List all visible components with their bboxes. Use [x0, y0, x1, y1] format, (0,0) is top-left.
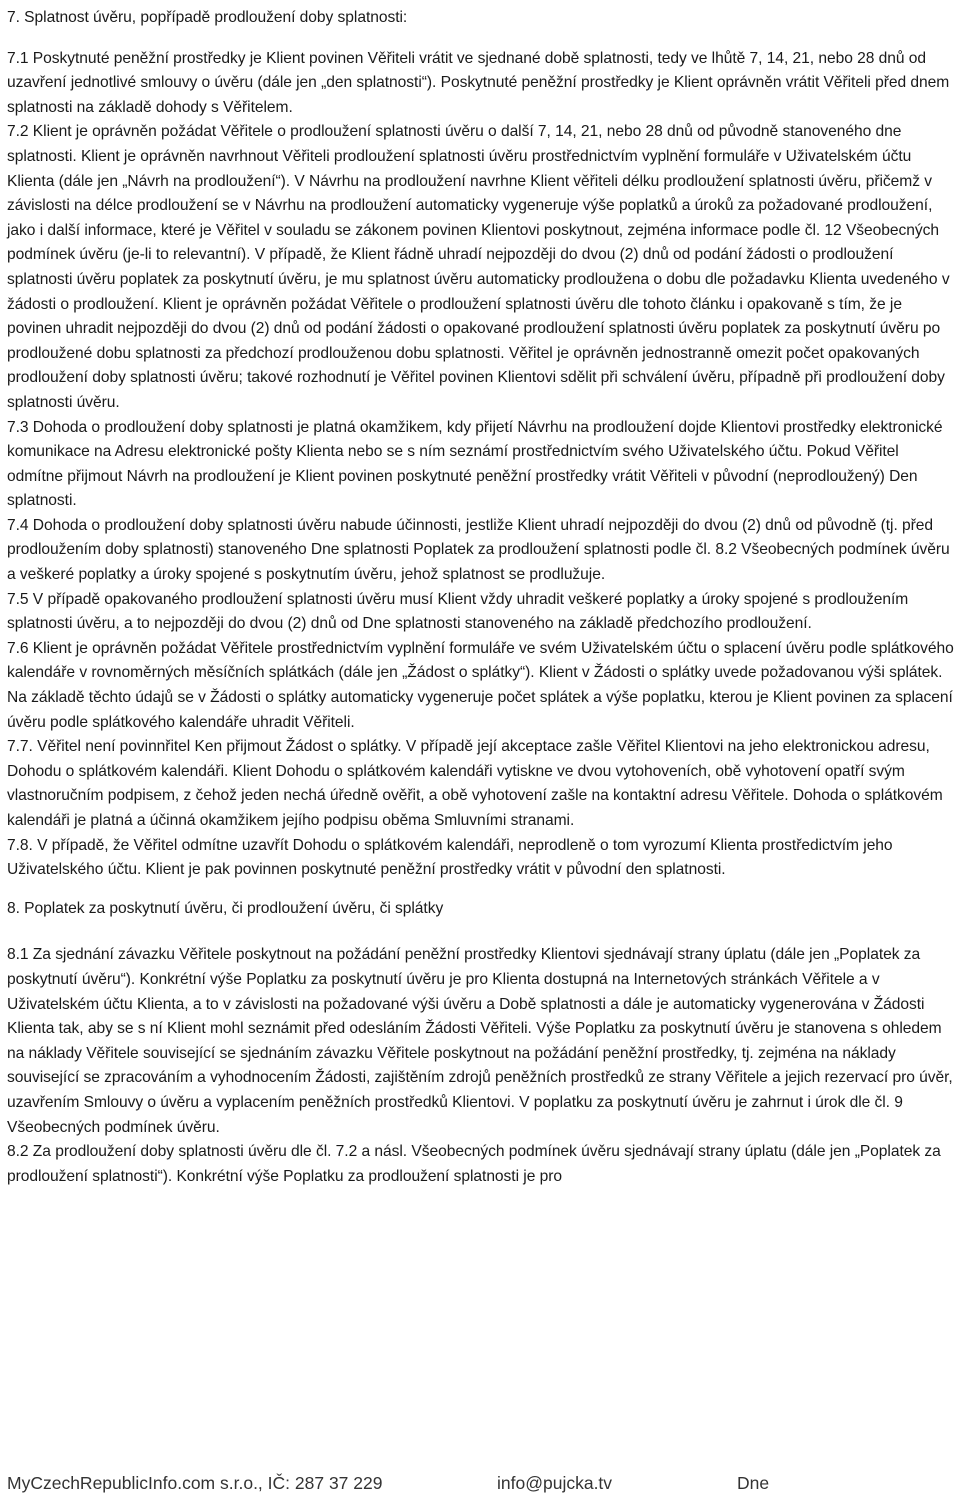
paragraph-7-4: 7.4 Dohoda o prodloužení doby splatnosti úvěru nabude účinnosti, jestliže Klient uhradí nejpozději do dvou (2) dnů od původně (tj. před prodloužením doby splatnosti) stanoveného Dne splatnosti Poplatek za prodloužení splatnosti podle čl. 8.2 Všeobecných podmínek úvěru a veškeré poplatky a úroky spojené s poskytnutím úvěru, jehož splatnost se prodlužuje. [7, 516, 950, 584]
page-footer [7, 1471, 957, 1495]
footer-company: MyCzechRepublicInfo.com s.r.o., IČ: 287 37 229 [7, 1473, 383, 1493]
paragraph-7-6: 7.6 Klient je oprávněn požádat Věřitele prostřednictvím vyplnění formuláře ve svém Uživatelském účtu o splacení úvěru podle splátkového kalendáře v rovnoměrných měsíčních splátkách (dále jen „Žádost o splátky“). Klient v Žádosti o splátky uvede požadovanou výši splátek. Na základě těchto údajů se v Žádosti o splátky automaticky vygeneruje počet splátek a výše poplatku, kterou je Klient povinen za splacení úvěru podle splátkového kalendáře uhradit Věřiteli. [7, 639, 954, 731]
paragraph-7-3: 7.3 Dohoda o prodloužení doby splatnosti je platná okamžikem, kdy přijetí Návrhu na prodloužení dojde Klientovi prostředky elektronické komunikace na Adresu elektronické pošty Klienta nebo se s ním seznámí prostřednictvím svého Uživatelského účtu. Pokud Věřitel odmítne přijmout Návrh na prodloužení je Klient povinen poskytnuté peněžní prostředky vrátit Věřiteli v původní (neprodloužený) Den splatnosti. [7, 418, 943, 510]
document-page [7, 6, 957, 1189]
section-8-heading: 8. Poplatek za poskytnutí úvěru, či prodloužení úvěru, či splátky [7, 899, 444, 917]
spacer [7, 31, 957, 47]
paragraph-7-5: 7.5 V případě opakovaného prodloužení splatnosti úvěru musí Klient vždy uhradit veškeré poplatky a úroky spojené s prodloužením splatnosti úvěru, a to nejpozději do dvou (2) dnů od Dne splatnosti stanoveného na základě předchozího prodloužení. [7, 590, 909, 633]
paragraph-7-8: 7.8. V případě, že Věřitel odmítne uzavřít Dohodu o splátkovém kalendáři, neprodleně o tom vyrozumí Klienta prostředictvím jeho Uživatelského účtu. Klient je pak povinnen poskytnuté peněžní prostředky vrátit v původní den splatnosti. [7, 836, 893, 879]
spacer [7, 921, 957, 943]
paragraph-8-2: 8.2 Za prodloužení doby splatnosti úvěru dle čl. 7.2 a násl. Všeobecných podmínek úvěru sjednávají strany úplatu (dále jen „Poplatek za prodloužení splatnosti“). Konkrétní výše Poplatku za prodloužení splatnosti je pro [7, 1143, 941, 1185]
paragraph-7-1: 7.1 Poskytnuté peněžní prostředky je Klient povinen Věřiteli vrátit ve sjednané době splatnosti, tedy ve lhůtě 7, 14, 21, nebo 28 dnů od uzavření jednotlivé smlouvy o úvěru (dále jen „den splatnosti“). Poskytnuté peněžní prostředky je Klient oprávněn vrátit Věřiteli před dnem splatnosti na základě dohody s Věřitelem. [7, 49, 950, 116]
footer-email: info@pujcka.tv [497, 1473, 613, 1493]
paragraph-7-7: 7.7. Věřitel není povinnřitel Ken přijmout Žádost o splátky. V případě její akceptace zašle Věřitel Klientovi na jeho elektronickou adresu, Dohodu o splátkovém kalendáři. Klient Dohodu o splátkovém kalendáři vytiskne ve dvou vytohoveních, obě vyhotovení opatří svým vlastnoručním podpisem, z čehož jeden nechá úředně ověřit, a obě vyhotovení zašle na kontaktní adresu Věřitele. Dohoda o splátkovém kalendáři je platná a účinná okamžikem jejího podpisu oběma Smluvními stranami. [7, 738, 943, 829]
paragraph-8-1: 8.1 Za sjednání závazku Věřitele poskytnout na požádání peněžní prostředky Klientovi sjednávají strany úplatu (dále jen „Poplatek za poskytnutí úvěru“). Konkrétní výše Poplatku za poskytnutí úvěru je pro Klienta dostupná na Internetových stránkách Věřitele a v Uživatelském účtu Klienta, a to v závislosti na požadované výši úvěru a Době splatnosti a dále je automaticky vygenerována v Žádosti Klienta tak, aby se s ní Klient mohl seznámit před odesláním Žádosti Věřiteli. Výše Poplatku za poskytnutí úvěru je stanovena s ohledem na náklady Věřitele související se sjednáním závazku Věřitele poskytnout na požádání peněžní prostředky, tj. zejména na náklady související se zpracováním a vyhodnocením Žádosti, zajištěním zdrojů peněžních prostředků ze strany Věřitele a jejich rezervací pro úvěr, uzavřením Smlouvy o úvěru a vyplacením peněžních prostředků Klientovi. V poplatku za poskytnutí úvěru je zahrnut i úrok dle čl. 9 Všeobecných podmínek úvěru. [7, 946, 953, 1136]
footer-extra: Dne [737, 1473, 770, 1493]
section-7-heading: 7. Splatnost úvěru, popřípadě prodloužení doby splatnosti: [7, 9, 408, 26]
paragraph-7-2: 7.2 Klient je oprávněn požádat Věřitele o prodloužení splatnosti úvěru o další 7, 14, 21, nebo 28 dnů od původně stanoveného dne splatnosti. Klient je oprávněn navrhnout Věřiteli prodloužení splatnosti úvěru prostřednictvím vyplnění formuláře v Uživatelském účtu Klienta (dále jen „Návrh na prodloužení“). V Návrhu na prodloužení navrhne Klient věřiteli délku prodloužení splatnosti úvěru, přičemž v závislosti na délce prodloužení se v Návrhu na prodloužení automaticky vygeneruje výše poplatků a úroků za požadované prodloužení, jako i další informace, které je Věřitel v souladu se zákonem povinen Klientovi poskytnout, zejména informace podle čl. 12 Všeobecných podmínek úvěru (je-li to relevantní). V případě, že Klient řádně uhradí nejpozději do dvou (2) dnů od podání žádosti o prodloužení splatnosti úvěru poplatek za poskytnutí úvěru, je mu splatnost úvěru automaticky prodloužena o dobu dle požadavku Klienta uvedeného v žádosti o prodloužení. Klient je oprávněn požádat Věřitele o prodloužení splatnosti úvěru dle tohoto článku i opakovaně s tím, že je povinen uhradit nejpozději do dvou (2) dnů od podání žádosti o opakované prodloužení splatnosti úvěru poplatek za poskytnutí úvěru po prodloužené dobu splatnosti za předchozí prodlouženou dobu splatnosti. Věřitel je oprávněn jednostranně omezit počet opakovaných prodloužení doby splatnosti úvěru; takové rozhodnutí je Věřitel povinen Klientovi sdělit při schválení úvěru, případně při prodloužení doby splatnosti úvěru. [7, 123, 950, 411]
spacer [7, 883, 957, 897]
